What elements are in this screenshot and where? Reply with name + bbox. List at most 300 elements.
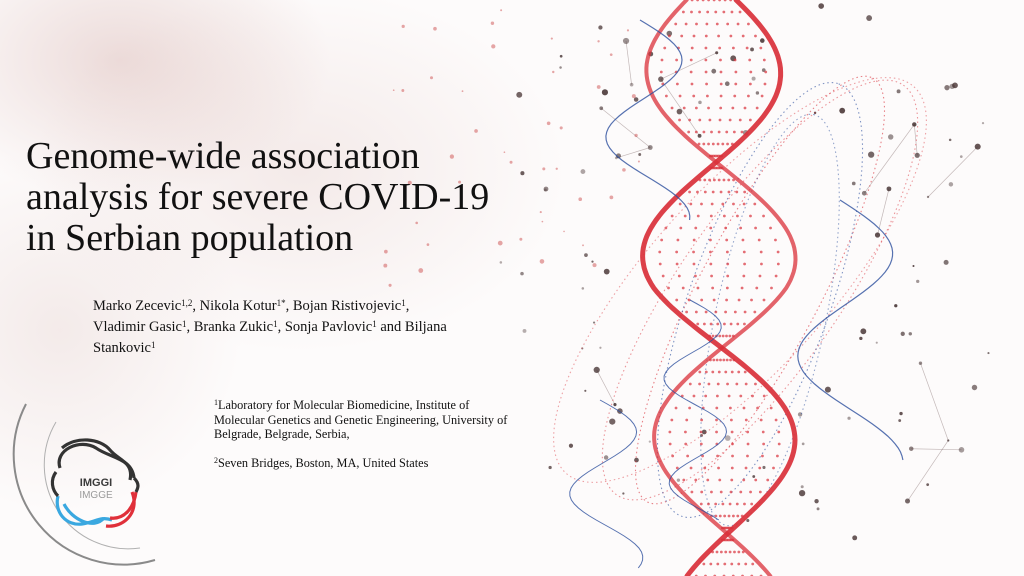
base-pair-dot: [726, 359, 729, 362]
base-pair-dot: [775, 275, 778, 278]
base-pair-dot: [691, 83, 694, 86]
network-node: [542, 167, 545, 170]
base-pair-dot: [728, 515, 731, 518]
network-node: [604, 269, 610, 275]
base-pair-dot: [763, 59, 766, 62]
network-node: [634, 458, 639, 463]
base-pair-dot: [716, 23, 719, 26]
base-pair-dot: [735, 383, 738, 386]
network-node: [897, 89, 901, 93]
base-pair-dot: [728, 395, 731, 398]
base-pair-dot: [703, 323, 706, 326]
network-node: [658, 76, 663, 81]
base-pair-dot: [760, 419, 763, 422]
base-pair-dot: [732, 515, 735, 518]
author-affiliation-marker: 1*: [276, 298, 286, 308]
base-pair-dot: [730, 419, 733, 422]
base-pair-dot: [695, 131, 698, 134]
base-pair-dot: [751, 563, 754, 566]
author-affiliation-marker: 1: [182, 319, 187, 329]
author-name: Branka Zukic: [193, 319, 274, 335]
base-pair-dot: [707, 0, 710, 1]
base-pair-dot: [763, 395, 766, 398]
base-pair-dot: [739, 119, 742, 122]
network-node: [987, 352, 989, 354]
base-pair-dot: [749, 491, 752, 494]
base-pair-dot: [705, 371, 708, 374]
base-pair-dot: [758, 239, 761, 242]
network-node: [610, 53, 613, 56]
base-pair-dot: [710, 131, 713, 134]
base-pair-dot: [746, 47, 749, 50]
base-pair-dot: [716, 359, 719, 362]
network-node: [523, 329, 527, 333]
base-pair-dot: [731, 11, 734, 14]
base-pair-dot: [705, 71, 708, 74]
base-pair-dot: [694, 479, 697, 482]
affiliation-marker: 1: [214, 398, 218, 407]
affiliation-text: Laboratory for Molecular Biomedicine, Institute of Molecular Genetics and Genetic Engineering, University of Belgrade, Belgrade, Serbia,: [214, 398, 508, 441]
base-pair-dot: [736, 503, 739, 506]
network-node: [597, 85, 601, 89]
base-pair-dot: [679, 203, 682, 206]
network-node: [952, 82, 958, 88]
network-link: [920, 363, 948, 440]
base-pair-dot: [742, 239, 745, 242]
network-node: [519, 238, 522, 241]
base-pair-dot: [713, 299, 716, 302]
base-pair-dot: [715, 407, 718, 410]
base-pair-dot: [718, 479, 721, 482]
network-node: [520, 272, 524, 276]
base-pair-dot: [760, 263, 763, 266]
presentation-title: [26, 136, 496, 259]
base-pair-dot: [717, 35, 720, 38]
base-pair-dot: [677, 239, 680, 242]
base-pair-dot: [675, 407, 678, 410]
base-pair-dot: [688, 191, 691, 194]
base-pair-dot: [661, 59, 664, 62]
network-node: [597, 40, 599, 42]
base-pair-dot: [730, 563, 733, 566]
base-pair-dot: [714, 311, 717, 314]
title-line-3: in Serbian population: [26, 217, 354, 259]
network-node: [711, 69, 716, 74]
base-pair-dot: [739, 491, 742, 494]
base-pair-dot: [709, 563, 712, 566]
base-pair-dot: [777, 263, 780, 266]
base-pair-dot: [723, 179, 726, 182]
base-pair-dot: [658, 251, 661, 254]
base-pair-dot: [671, 215, 674, 218]
imggi-logo: [0, 380, 175, 576]
base-pair-dot: [725, 299, 728, 302]
base-pair-dot: [700, 443, 703, 446]
base-pair-dot: [712, 359, 715, 362]
network-node: [582, 244, 584, 246]
base-pair-dot: [685, 311, 688, 314]
base-pair-dot: [739, 227, 742, 230]
network-node: [638, 153, 641, 156]
network-node: [725, 81, 730, 86]
base-pair-dot: [675, 251, 678, 254]
base-pair-dot: [723, 323, 726, 326]
base-pair-dot: [719, 59, 722, 62]
base-pair-dot: [718, 179, 721, 182]
base-pair-dot: [694, 275, 697, 278]
author-affiliation-marker: 1: [372, 319, 377, 329]
base-pair-dot: [770, 407, 773, 410]
network-node: [609, 418, 615, 424]
base-pair-dot: [689, 203, 692, 206]
base-pair-dot: [707, 503, 710, 506]
base-pair-dot: [766, 479, 769, 482]
base-pair-dot: [684, 215, 687, 218]
network-node: [752, 77, 756, 81]
base-pair-dot: [737, 551, 740, 554]
base-pair-dot: [684, 431, 687, 434]
base-pair-dot: [729, 551, 732, 554]
network-node: [547, 121, 551, 125]
base-pair-dot: [732, 203, 735, 206]
base-pair-dot: [716, 563, 719, 566]
base-pair-dot: [664, 227, 667, 230]
base-pair-dot: [726, 383, 729, 386]
base-pair-dot: [730, 479, 733, 482]
base-pair-dot: [731, 431, 734, 434]
base-pair-dot: [660, 239, 663, 242]
base-pair-dot: [713, 179, 716, 182]
base-pair-dot: [663, 47, 666, 50]
base-pair-dot: [688, 407, 691, 410]
base-pair-dot: [671, 455, 674, 458]
network-node: [909, 332, 912, 335]
network-node: [750, 48, 754, 52]
base-pair-dot: [667, 287, 670, 290]
base-pair-dot: [743, 407, 746, 410]
base-pair-dot: [739, 395, 742, 398]
network-node: [875, 232, 880, 237]
base-pair-dot: [693, 263, 696, 266]
network-node: [559, 66, 562, 69]
base-pair-dot: [707, 143, 710, 146]
base-pair-dot: [703, 131, 706, 134]
base-pair-dot: [684, 443, 687, 446]
network-node: [912, 122, 916, 126]
base-pair-dot: [746, 455, 749, 458]
base-pair-dot: [675, 299, 678, 302]
network-node: [839, 108, 845, 114]
base-pair-dot: [719, 107, 722, 110]
network-node: [862, 191, 867, 196]
base-pair-dot: [717, 383, 720, 386]
network-node: [912, 265, 914, 267]
base-pair-dot: [756, 107, 759, 110]
base-pair-dot: [705, 311, 708, 314]
base-pair-dot: [694, 227, 697, 230]
network-node: [960, 155, 963, 158]
base-pair-dot: [772, 467, 775, 470]
network-node: [599, 347, 601, 349]
network-node: [569, 444, 573, 448]
base-pair-dot: [722, 11, 725, 14]
network-node: [599, 106, 603, 110]
network-node: [630, 83, 634, 87]
network-node: [866, 15, 872, 21]
base-pair-dot: [693, 239, 696, 242]
base-pair-dot: [679, 227, 682, 230]
network-node: [899, 412, 902, 415]
network-node: [613, 403, 616, 406]
logo-text-secondary: IMGGE: [79, 490, 113, 501]
base-pair-dot: [745, 419, 748, 422]
base-pair-dot: [743, 263, 746, 266]
base-pair-dot: [700, 503, 703, 506]
base-pair-dot: [747, 95, 750, 98]
network-node: [847, 417, 850, 420]
title-line-2: analysis for severe COVID-19: [26, 176, 490, 218]
network-node: [975, 144, 981, 150]
base-pair-dot: [754, 227, 757, 230]
base-pair-dot: [777, 251, 780, 254]
base-pair-dot: [715, 431, 718, 434]
base-pair-dot: [682, 479, 685, 482]
base-pair-dot: [746, 431, 749, 434]
network-node: [649, 440, 651, 442]
base-pair-dot: [753, 203, 756, 206]
base-pair-dot: [717, 143, 720, 146]
network-node: [817, 507, 820, 510]
network-node: [584, 390, 586, 392]
network-node: [544, 187, 549, 192]
network-node: [760, 38, 765, 43]
base-pair-dot: [724, 551, 727, 554]
base-pair-dot: [728, 335, 731, 338]
network-node: [972, 385, 977, 390]
author-name: Nikola Kotur: [199, 298, 277, 314]
base-pair-dot: [720, 95, 723, 98]
base-pair-dot: [678, 275, 681, 278]
base-pair-dot: [723, 563, 726, 566]
base-pair-dot: [731, 455, 734, 458]
base-pair-dot: [702, 563, 705, 566]
network-node: [901, 332, 905, 336]
base-pair-dot: [763, 299, 766, 302]
base-pair-dot: [682, 11, 685, 14]
base-pair-dot: [734, 83, 737, 86]
network-node: [818, 3, 824, 9]
base-pair-dot: [736, 215, 739, 218]
base-pair-dot: [734, 71, 737, 74]
base-pair-dot: [741, 287, 744, 290]
network-node: [556, 168, 558, 170]
network-node: [638, 161, 640, 163]
base-pair-dot: [750, 299, 753, 302]
network-node: [552, 71, 554, 73]
base-pair-dot: [720, 551, 723, 554]
base-pair-dot: [710, 491, 713, 494]
network-node: [852, 535, 857, 540]
base-pair-dot: [695, 23, 698, 26]
network-node: [801, 485, 804, 488]
base-pair-dot: [777, 431, 780, 434]
base-pair-dot: [742, 275, 745, 278]
base-pair-dot: [744, 311, 747, 314]
base-pair-dot: [685, 23, 688, 26]
network-node: [949, 139, 952, 142]
base-pair-dot: [776, 455, 779, 458]
base-pair-dot: [759, 47, 762, 50]
base-pair-dot: [665, 95, 668, 98]
network-node: [510, 161, 513, 164]
network-node: [520, 171, 524, 175]
affiliation-marker: 2: [214, 455, 218, 465]
network-node: [393, 89, 395, 91]
orbit-ring: [673, 103, 868, 537]
author-name: Sonja Pavlovic: [284, 319, 373, 335]
network-node: [648, 145, 653, 150]
base-pair-dot: [713, 0, 716, 1]
base-pair-dot: [743, 503, 746, 506]
base-pair-dot: [737, 23, 740, 26]
author-name: Bojan Ristivojevic: [292, 298, 402, 314]
base-pair-dot: [690, 59, 693, 62]
network-node: [859, 337, 862, 340]
base-pair-dot: [726, 263, 729, 266]
base-pair-dot: [659, 263, 662, 266]
network-node: [516, 92, 522, 98]
network-node: [418, 268, 423, 273]
base-pair-dot: [704, 59, 707, 62]
logo-text-primary: IMGGI: [79, 477, 113, 489]
base-pair-dot: [736, 323, 739, 326]
affiliation-item: [214, 398, 514, 442]
base-pair-dot: [726, 287, 729, 290]
base-pair-dot: [775, 419, 778, 422]
base-pair-dot: [721, 503, 724, 506]
network-node: [927, 196, 929, 198]
base-pair-dot: [706, 95, 709, 98]
base-pair-dot: [730, 323, 733, 326]
network-node: [491, 44, 495, 48]
network-node: [634, 134, 637, 137]
base-pair-dot: [747, 443, 750, 446]
base-pair-dot: [670, 419, 673, 422]
network-node: [622, 492, 624, 494]
network-link: [597, 370, 615, 405]
network-node: [383, 264, 387, 268]
base-pair-dot: [682, 287, 685, 290]
base-pair-dot: [728, 191, 731, 194]
author-separator: ,: [405, 298, 410, 314]
base-pair-dot: [745, 383, 748, 386]
base-pair-dot: [725, 239, 728, 242]
base-pair-dot: [774, 239, 777, 242]
network-node: [430, 76, 433, 79]
base-pair-dot: [708, 179, 711, 182]
base-pair-dot: [744, 563, 747, 566]
base-pair-dot: [733, 95, 736, 98]
network-node: [905, 499, 910, 504]
base-pair-dot: [726, 23, 729, 26]
base-pair-dot: [669, 443, 672, 446]
base-pair-dot: [742, 35, 745, 38]
author-separator: ,: [285, 298, 293, 314]
base-pair-dot: [720, 71, 723, 74]
base-pair-dot: [778, 443, 781, 446]
network-node: [622, 168, 626, 172]
base-pair-dot: [742, 479, 745, 482]
base-pair-dot: [696, 0, 699, 1]
network-node: [551, 38, 553, 40]
network-node: [598, 25, 602, 29]
base-pair-dot: [709, 119, 712, 122]
base-pair-dot: [714, 503, 717, 506]
network-node: [594, 367, 600, 373]
filament-curve: [606, 20, 690, 220]
orbit-ring: [499, 27, 981, 534]
network-node: [746, 519, 749, 522]
base-pair-dot: [688, 119, 691, 122]
network-node: [949, 182, 953, 186]
base-pair-dot: [698, 11, 701, 14]
base-pair-dot: [720, 491, 723, 494]
base-pair-dot: [769, 227, 772, 230]
base-pair-dot: [718, 47, 721, 50]
network-node: [591, 261, 593, 263]
network-node: [560, 126, 563, 129]
network-node: [474, 129, 478, 133]
base-pair-dot: [710, 275, 713, 278]
base-pair-dot: [718, 371, 721, 374]
network-node: [852, 182, 856, 186]
author-affiliation-marker: 1: [401, 298, 406, 308]
orbit-ring: [551, 39, 969, 540]
base-pair-dot: [764, 71, 767, 74]
base-pair-dot: [714, 11, 717, 14]
base-pair-dot: [689, 383, 692, 386]
title-line-1: Genome-wide association: [26, 135, 420, 177]
base-pair-dot: [734, 311, 737, 314]
base-pair-dot: [729, 119, 732, 122]
base-pair-dot: [735, 191, 738, 194]
base-pair-dot: [712, 191, 715, 194]
base-pair-dot: [718, 131, 721, 134]
base-pair-dot: [705, 35, 708, 38]
base-pair-dot: [716, 323, 719, 326]
base-pair-dot: [715, 419, 718, 422]
base-pair-dot: [698, 371, 701, 374]
base-pair-dot: [697, 287, 700, 290]
network-link: [928, 147, 978, 197]
base-pair-dot: [731, 443, 734, 446]
base-pair-dot: [668, 35, 671, 38]
base-pair-dot: [708, 383, 711, 386]
network-node: [944, 260, 949, 265]
base-pair-dot: [722, 335, 725, 338]
network-node: [602, 89, 608, 95]
base-pair-dot: [749, 71, 752, 74]
base-pair-dot: [764, 83, 767, 86]
network-node: [584, 253, 588, 257]
base-pair-dot: [709, 263, 712, 266]
base-pair-dot: [695, 107, 698, 110]
base-pair-dot: [705, 83, 708, 86]
base-pair-dot: [729, 359, 732, 362]
network-node: [500, 261, 503, 264]
base-pair-dot: [705, 47, 708, 50]
base-pair-dot: [693, 395, 696, 398]
